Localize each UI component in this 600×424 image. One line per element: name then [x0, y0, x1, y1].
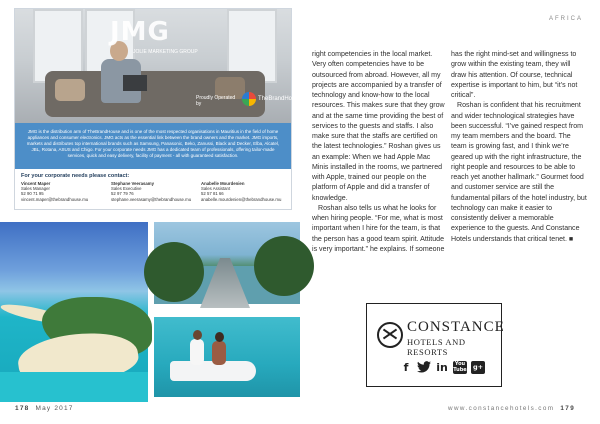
photo-island-aerial [0, 222, 148, 395]
person [190, 339, 204, 365]
contact-name: Anabelle Mourdenien [201, 181, 245, 186]
page-number-left: 178 [15, 405, 30, 412]
brandhouse-name: TheBrandHouse [258, 96, 302, 102]
article-column-2 [451, 50, 587, 245]
contact-email[interactable]: stephane.veerasamy@thebrandhouse.mu [111, 196, 192, 202]
cushion [55, 79, 85, 101]
contact-phone: 52 57 81 66 [201, 191, 224, 197]
person-head [193, 330, 202, 340]
tree [254, 236, 314, 296]
constance-logo-box [366, 303, 505, 387]
brandhouse-badge [196, 89, 302, 111]
contact-name: Vincent Maper [21, 181, 51, 186]
constance-name: CONSTANCE [407, 319, 505, 335]
lagoon [0, 372, 148, 402]
jmg-logo: JMG [110, 17, 170, 47]
contact-card [201, 181, 281, 202]
article-paragraph: Roshan also tells us what he looks for when hiring people. “For me, what is most important when I hire for the team, is that the person has a good team spirit. Attitude is very important.” he explains. If someone [312, 204, 445, 253]
jmg-advertisement [14, 8, 302, 210]
article-column-1 [312, 50, 448, 255]
laptop-illustration [123, 75, 147, 91]
contact-phone: 52 97 79 76 [111, 191, 134, 197]
contact-email[interactable]: anabelle.mourdenien@thebrandhouse.mu [201, 196, 282, 202]
section-tag: AFRICA [549, 16, 584, 22]
contact-role: Sales Executive [111, 186, 142, 192]
contact-card [21, 181, 88, 202]
person [212, 341, 226, 365]
tree [144, 242, 204, 302]
issue-date: May 2017 [35, 405, 74, 412]
googleplus-icon[interactable]: g+ [471, 361, 485, 374]
ad-photo-living-room [15, 9, 302, 123]
proudly-operated-label: Proudly Operated by [196, 95, 236, 107]
page-number-right: 179 [560, 405, 576, 412]
social-icons [399, 359, 485, 375]
contact-phone: 52 90 71 95 [21, 191, 44, 197]
person-head [215, 332, 224, 342]
folio-right [448, 405, 575, 412]
jmg-logo-subtitle: JOLIE MARKETING GROUP [133, 49, 198, 55]
article-paragraph: has the right mind-set and willingness to grow within the existing team, they will draw his attention. Of course, technical expertise is important to him, but “it’s not critical”. [451, 51, 578, 99]
article-paragraph: Roshan is confident that his recruitment and wider technological strategies have been successful. “I’ve gained respect from my team members and the board. The team is growing fast, and I think we’re geared up with the right infrastructure, the right people and resources to be able to reach yet another hallmark.” Gourmet food and customer service are still the fundamental pillars of the hotel industry, but technology can make it easier to consistently deliver a memorable experience to the guests. And Constance Hotels understands that critical tenet. ■ [451, 102, 587, 243]
constance-emblem-icon [377, 322, 403, 348]
contact-card [111, 181, 191, 202]
folio-left [15, 405, 74, 412]
ad-description: JMG is the distribution arm of TheBrandHouse and is one of the most respected organisations in Mauritius in the field of home appliances and consumer electronics. JMG acts as the essential link between the brand owners and the market. JMG imports, markets and distributes top international brands such as Samsung, Panasonic, Beko, Zanussi, Black and Decker, Elba, Alcatel, JBL, Rotana, ASUS and Chigo. For your corporate needs JMG has a dedicated team of professionals, offering tailor-made services, quick and easy delivery, facility of payment - all with guaranteed satisfaction. [15, 123, 291, 169]
youtube-label-top: You [454, 361, 466, 367]
article-paragraph: right competencies in the local market. Very often competencies have to be outsourced from abroad. However, all my projects are accompanied by a transfer of technology and know-how to the local resources. This makes sure that they grow and at the same time providing the best of services to the guests and staffs. I also make sure that the staffs are certified on the latest technologies.” Roshan gives us an example: When we had Apple Mac Minis installed in the rooms, we partnered with Apple, trained our people on the platform of Apple and did a transfer of knowledge. [312, 51, 445, 202]
youtube-icon[interactable] [453, 361, 467, 374]
photo-pier [154, 222, 300, 304]
twitter-icon[interactable] [417, 360, 431, 374]
facebook-icon[interactable]: f [403, 360, 409, 374]
website-url[interactable]: www.constancehotels.com [448, 405, 555, 412]
youtube-label-bottom: Tube [453, 367, 467, 373]
constance-subtitle: HOTELS AND RESORTS [407, 337, 466, 357]
contact-name: Stephane Veerasamy [111, 181, 154, 186]
contact-email[interactable]: vincent.maper@thebrandhouse.mu [21, 196, 89, 202]
contact-role: Sales Manager [21, 186, 50, 192]
linkedin-icon[interactable]: in [436, 360, 448, 374]
photo-pedal-boat [154, 317, 300, 397]
ad-contact-title: For your corporate needs please contact: [21, 173, 130, 179]
contact-role: Sales Assistant [201, 186, 231, 192]
brandhouse-logo-icon [242, 92, 256, 106]
